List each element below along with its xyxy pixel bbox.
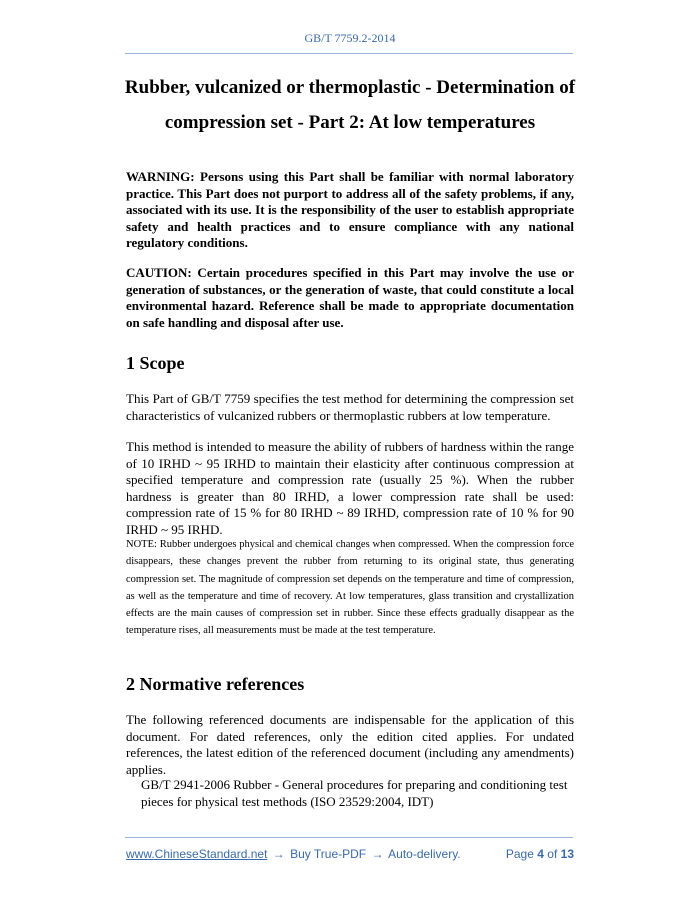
chinesestandard-link[interactable]: www.ChineseStandard.net [126,847,268,861]
page-indicator [506,847,574,861]
scope-paragraph-1: This Part of GB/T 7759 specifies the test method for determining the compression set characteristics of vulcanized rubbers or thermoplastic rubbers at low temperature. [126,391,574,423]
section-heading-scope: 1 Scope [126,353,185,373]
arrow-right-icon: → [272,847,285,861]
footer-promo [126,847,461,861]
arrow-right-icon: → [371,847,384,861]
document-title-line1: Rubber, vulcanized or thermoplastic - Determination of [124,77,576,98]
total-pages-number: 13 [560,847,574,861]
document-title-line2: compression set - Part 2: At low temperatures [164,112,536,133]
header-divider [125,53,573,54]
normative-reference-item: GB/T 2941-2006 Rubber - General procedures for preparing and conditioning test pieces for physical test methods (ISO 23529:2004, IDT) [141,777,568,809]
caution-paragraph: CAUTION: Certain procedures specified in this Part may involve the use or generation of substances, or the generation of waste, that could constitute a local environmental hazard. Reference shall be made to appropriate documentation on safe handling and disposal after use. [126,265,574,330]
current-page-number: 4 [537,847,544,861]
warning-paragraph: WARNING: Persons using this Part shall be familiar with normal laboratory practice. This Part does not purport to address all of the safety problems, if any, associated with its use. It is the responsibility of the user to establish appropriate safety and health practices and to ensure compliance with any national regulatory conditions. [126,169,574,250]
scope-paragraph-2: This method is intended to measure the ability of rubbers of hardness within the range of 10 IRHD ~ 95 IRHD to maintain their elasticity after continuous compression at specified temperature and compression rate (usually 25 %). When the rubber hardness is greater than 80 IRHD, a lower compression rate shall be used: compression rate of 15 % for 80 IRHD ~ 89 IRHD, compression rate of 10 % for 90 IRHD ~ 95 IRHD. [126,439,574,537]
section-heading-normative-references: 2 Normative references [126,674,305,694]
buy-true-pdf-text: Buy True-PDF [290,847,367,861]
page-label: Page [505,847,534,861]
auto-delivery-text: Auto-delivery. [388,847,461,861]
of-label: of [547,847,558,861]
normative-paragraph-1: The following referenced documents are indispensable for the application of this document. For dated references, only the edition cited applies. For undated references, the latest edition of the referenced document (including any amendments) applies. [126,712,574,777]
footer-divider [125,837,573,838]
document-code-header: GB/T 7759.2-2014 [304,31,396,45]
scope-note: NOTE: Rubber undergoes physical and chemical changes when compressed. When the compression force disappears, these changes prevent the rubber from returning to its original state, thus generating compression set. The magnitude of compression set depends on the temperature and time of compression, as well as the temperature and time of recovery. At low temperatures, glass transition and crystallization effects are the main causes of compression set in rubber. Since these effects gradually disappear as the temperature rises, all measurements must be made at the test temperature. [126,539,574,637]
